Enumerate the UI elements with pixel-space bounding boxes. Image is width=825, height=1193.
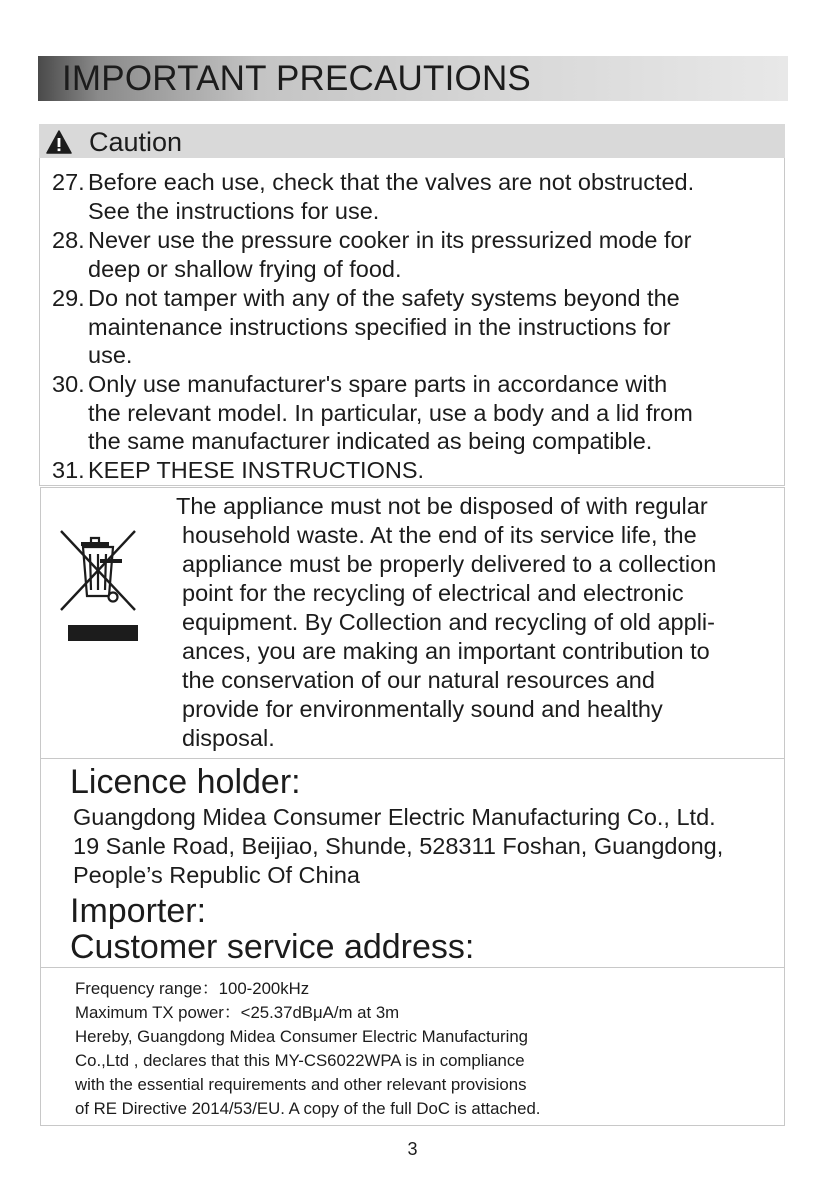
item-text: Never use the pressure cooker in its pressurized mode for [88, 227, 692, 253]
item-text: the same manufacturer indicated as being compatible. [88, 428, 653, 455]
precaution-item-28 [52, 226, 792, 283]
page-number: 3 [407, 1139, 418, 1159]
frequency-range: Frequency range：100-200kHz [75, 979, 310, 998]
item-text: Only use manufacturer's spare parts in accordance with [88, 371, 668, 397]
disposal-text [176, 492, 776, 753]
caution-label: Caution [89, 127, 183, 157]
item-text: deep or shallow frying of food. [88, 255, 402, 282]
precaution-item-27 [52, 168, 792, 225]
item-text: See the instructions for use. [88, 197, 380, 224]
disposal-line: the conservation of our natural resources and [182, 667, 655, 693]
item-text: use. [88, 342, 133, 369]
disposal-line: disposal. [182, 725, 275, 751]
item-text: Do not tamper with any of the safety systems beyond the [88, 285, 680, 311]
compliance-text: of RE Directive 2014/53/EU. A copy of the full DoC is attached. [75, 1099, 541, 1118]
compliance-text: with the essential requirements and other relevant provisions [75, 1075, 527, 1094]
item-number: 28. [52, 227, 85, 253]
item-text: KEEP THESE INSTRUCTIONS. [88, 457, 425, 483]
disposal-line: equipment. By Collection and recycling of old appli- [182, 609, 715, 635]
item-number: 27. [52, 169, 85, 195]
item-text: Before each use, check that the valves are not obstructed. [88, 169, 695, 195]
disposal-line: ances, you are making an important contribution to [182, 638, 710, 664]
warning-triangle-icon [46, 130, 72, 154]
item-number: 31. [52, 457, 85, 483]
compliance-text: Co.,Ltd , declares that this MY-CS6022WPA is in compliance [75, 1051, 525, 1070]
precaution-item-29 [52, 284, 792, 370]
precaution-item-30 [52, 370, 792, 456]
item-number: 29. [52, 285, 85, 311]
licence-holder-company: Guangdong Midea Consumer Electric Manufacturing Co., Ltd. [73, 804, 716, 830]
compliance-text: Hereby, Guangdong Midea Consumer Electric Manufacturing [75, 1027, 529, 1046]
disposal-line: point for the recycling of electrical and electronic [182, 580, 684, 606]
precaution-item-31 [52, 456, 792, 485]
importer-heading: Importer: [70, 892, 207, 930]
licence-holder-heading: Licence holder: [70, 763, 301, 801]
disposal-line: The appliance must not be disposed of with regular [176, 493, 708, 519]
disposal-line: household waste. At the end of its service life, the [182, 522, 697, 548]
page-title: IMPORTANT PRECAUTIONS [62, 59, 531, 98]
max-tx-power: Maximum TX power：<25.37dBμA/m at 3m [75, 1003, 400, 1022]
item-number: 30. [52, 371, 85, 397]
licence-holder-country: People’s Republic Of China [73, 862, 360, 888]
customer-service-heading: Customer service address: [70, 928, 475, 966]
licence-holder-address: 19 Sanle Road, Beijiao, Shunde, 528311 Foshan, Guangdong, [73, 833, 724, 859]
disposal-line: appliance must be properly delivered to a collection [182, 551, 717, 577]
crossed-out-wheelie-bin-icon [58, 528, 138, 641]
disposal-line: provide for environmentally sound and healthy [182, 696, 663, 722]
item-text: maintenance instructions specified in the instructions for [88, 313, 671, 340]
item-text: the relevant model. In particular, use a body and a lid from [88, 399, 693, 426]
